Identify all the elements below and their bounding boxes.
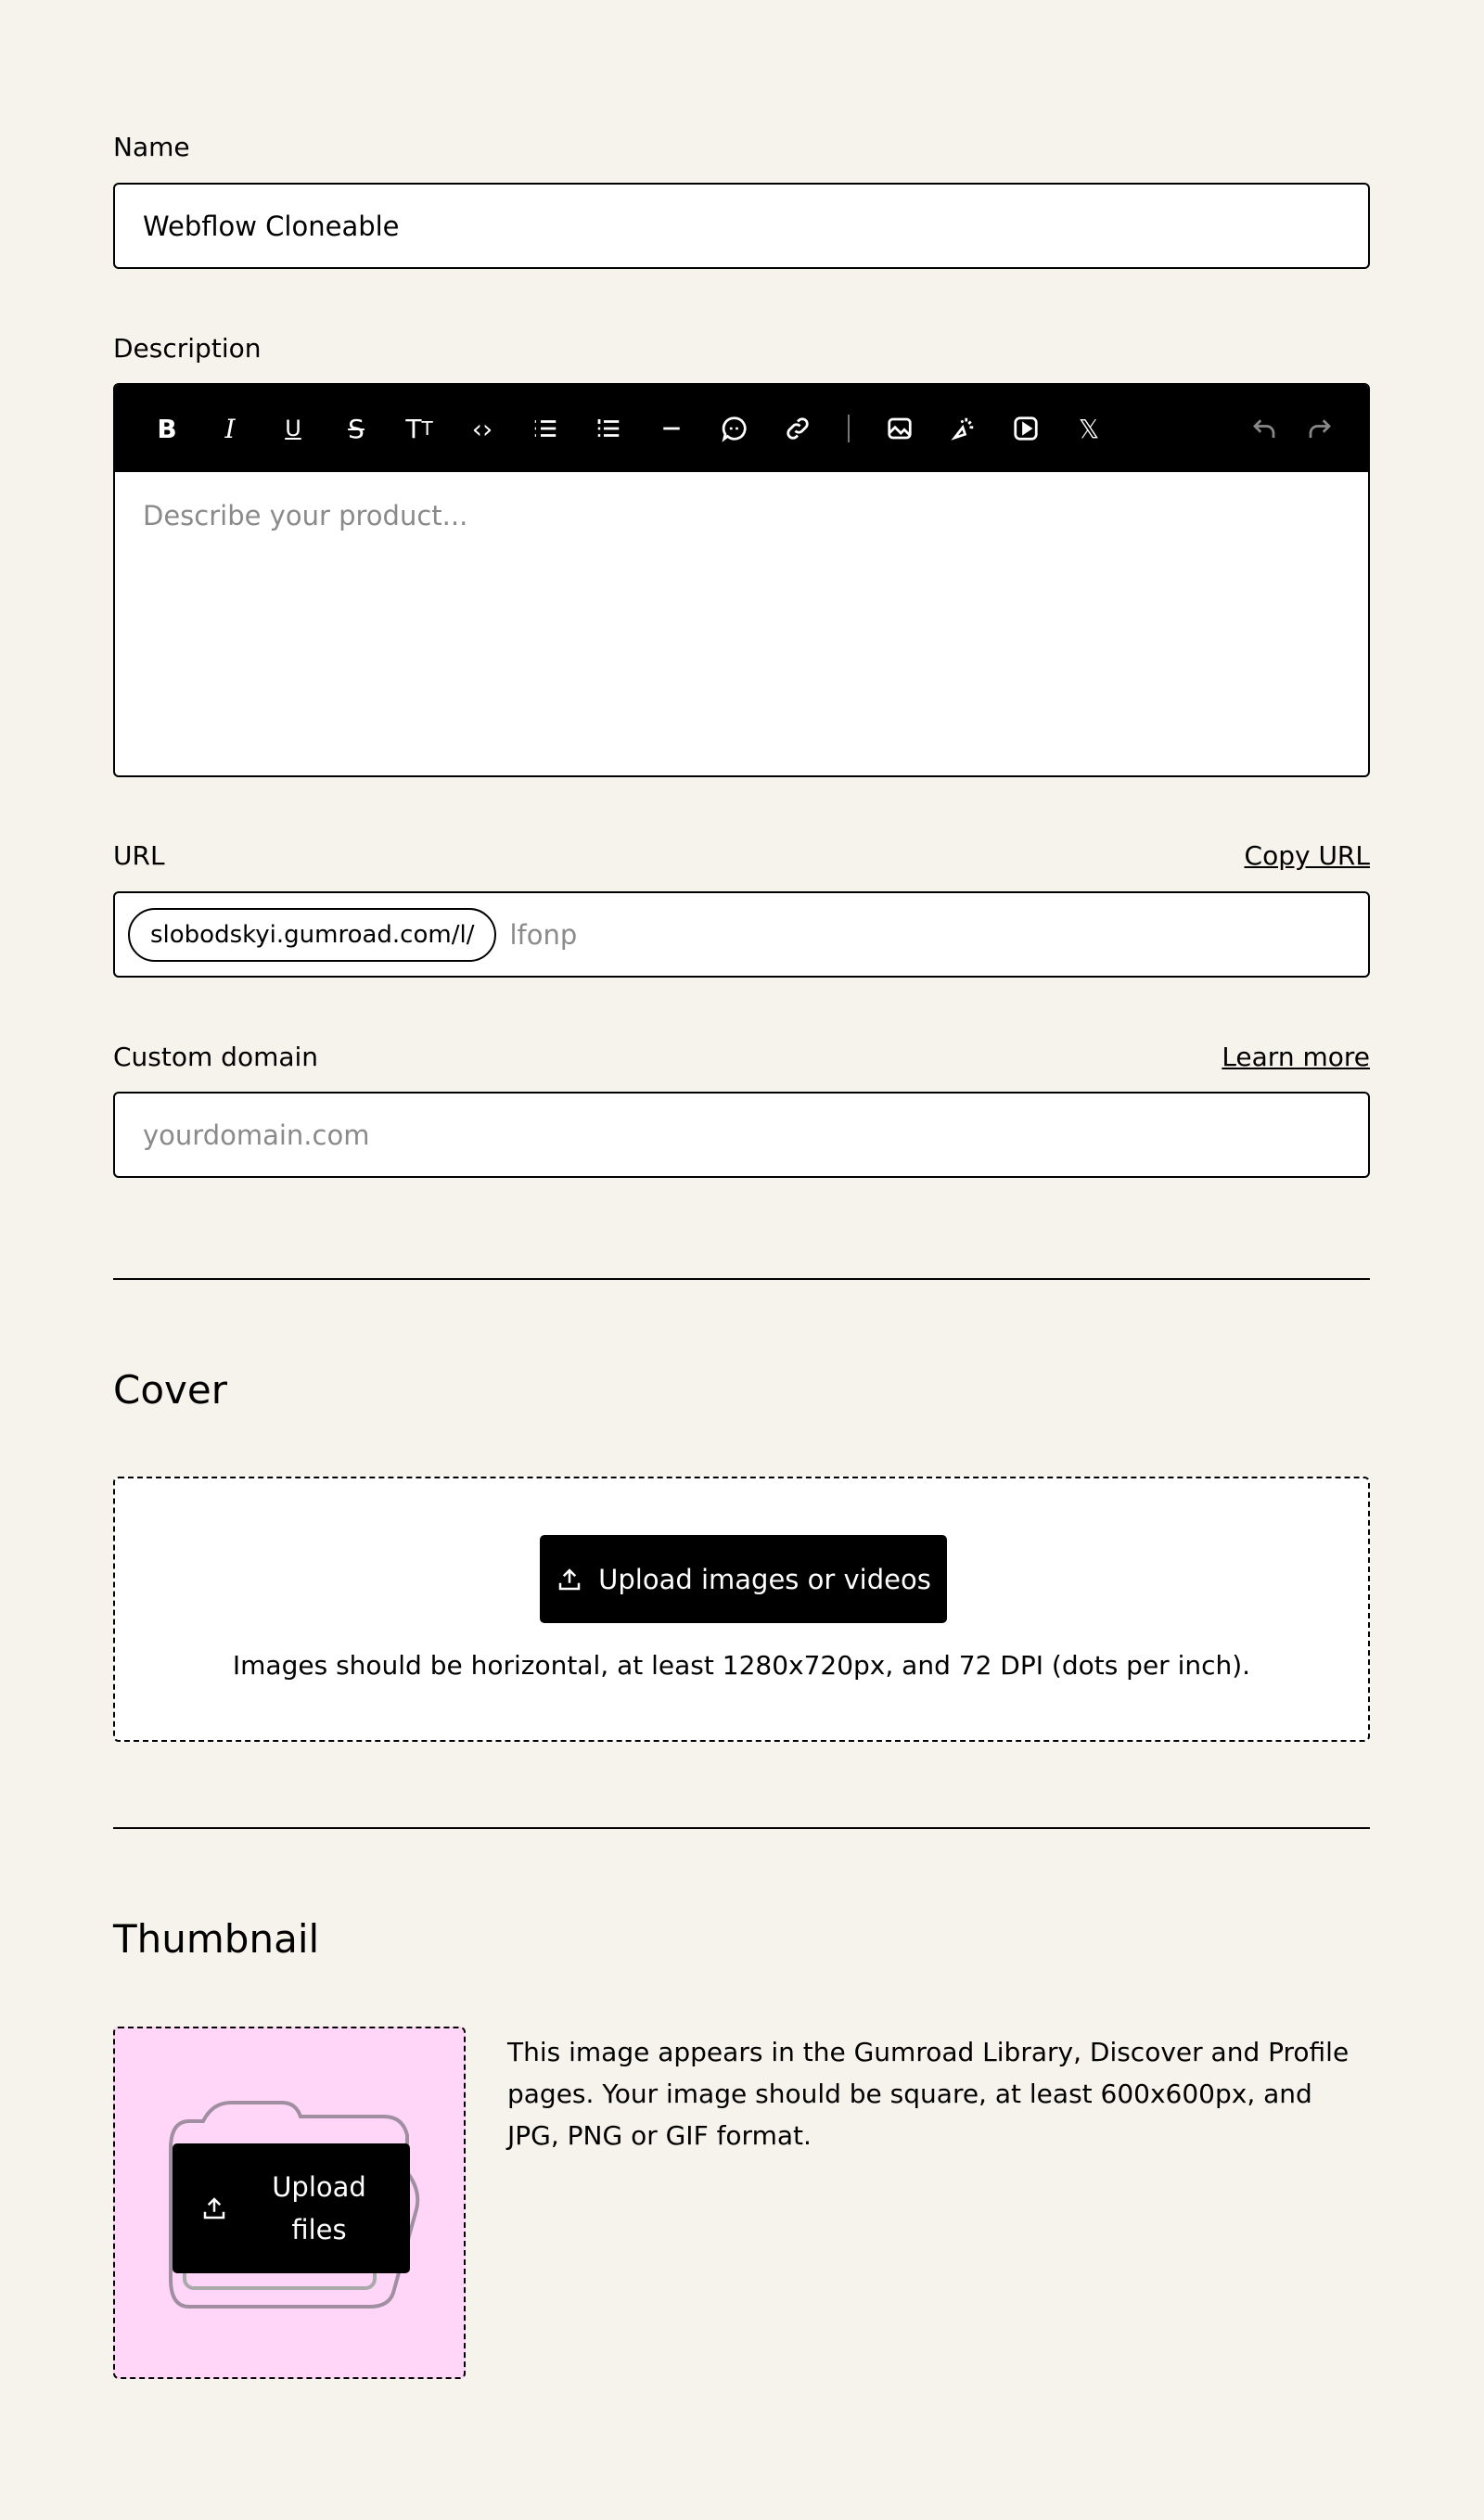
- name-label: Name: [113, 132, 190, 162]
- url-label: URL: [113, 840, 165, 871]
- divider: [113, 1278, 1370, 1280]
- bullet-list-icon[interactable]: [514, 405, 577, 452]
- description-editor[interactable]: [113, 383, 1370, 777]
- cover-hint: Images should be horizontal, at least 1280x720px, and 72 DPI (dots per inch).: [232, 1650, 1251, 1681]
- thumbnail-dropzone[interactable]: [113, 2027, 466, 2379]
- custom-domain-label: Custom domain: [113, 1042, 319, 1072]
- thumbnail-heading: Thumbnail: [113, 1916, 320, 1962]
- custom-domain-placeholder: yourdomain.com: [143, 1119, 370, 1151]
- redo-icon[interactable]: [1292, 405, 1348, 452]
- link-icon[interactable]: [766, 405, 829, 452]
- thumbnail-hint: This image appears in the Gumroad Library, Discover and Profile pages. Your image should be square, at least 600x600px, and JPG, PNG or GIF format.: [507, 2037, 1350, 2151]
- bold-icon[interactable]: B: [157, 413, 177, 444]
- text-size-icon[interactable]: T T: [405, 413, 433, 444]
- cover-heading: Cover: [113, 1367, 227, 1413]
- x-twitter-icon[interactable]: 𝕏: [1078, 413, 1100, 444]
- toolbar-divider: [848, 415, 850, 442]
- editor-toolbar: [115, 385, 1368, 472]
- description-label: Description: [113, 333, 262, 364]
- insert-icon[interactable]: [931, 405, 994, 452]
- cover-dropzone[interactable]: [113, 1477, 1370, 1742]
- undo-icon[interactable]: [1236, 405, 1292, 452]
- upload-files-button[interactable]: [173, 2143, 410, 2273]
- quote-icon[interactable]: [703, 405, 766, 452]
- upload-icon: [556, 1566, 583, 1593]
- url-prefix: slobodskyi.gumroad.com/l/: [128, 908, 496, 962]
- description-placeholder: Describe your product...: [143, 500, 468, 531]
- upload-files-line2: files: [291, 2214, 347, 2245]
- image-icon[interactable]: [868, 405, 931, 452]
- underline-icon[interactable]: U: [285, 416, 301, 441]
- name-value: Webflow Cloneable: [143, 210, 400, 242]
- upload-icon: [200, 2194, 228, 2222]
- learn-more-link[interactable]: Learn more: [1222, 1042, 1370, 1072]
- code-icon[interactable]: ‹›: [471, 413, 493, 444]
- strikethrough-icon[interactable]: S: [348, 413, 365, 444]
- url-slug-placeholder: lfonp: [509, 918, 578, 951]
- divider: [113, 1827, 1370, 1829]
- upload-images-label: Upload images or videos: [598, 1563, 931, 1595]
- url-input[interactable]: [113, 891, 1370, 978]
- custom-domain-input[interactable]: [113, 1092, 1370, 1178]
- horizontal-rule-icon[interactable]: [640, 405, 703, 452]
- upload-images-button[interactable]: [540, 1535, 947, 1623]
- numbered-list-icon[interactable]: [577, 405, 640, 452]
- copy-url-link[interactable]: Copy URL: [1244, 840, 1370, 871]
- name-input[interactable]: [113, 183, 1370, 269]
- video-icon[interactable]: [994, 405, 1057, 452]
- upload-files-line1: Upload: [272, 2171, 366, 2203]
- italic-icon[interactable]: I: [224, 413, 236, 444]
